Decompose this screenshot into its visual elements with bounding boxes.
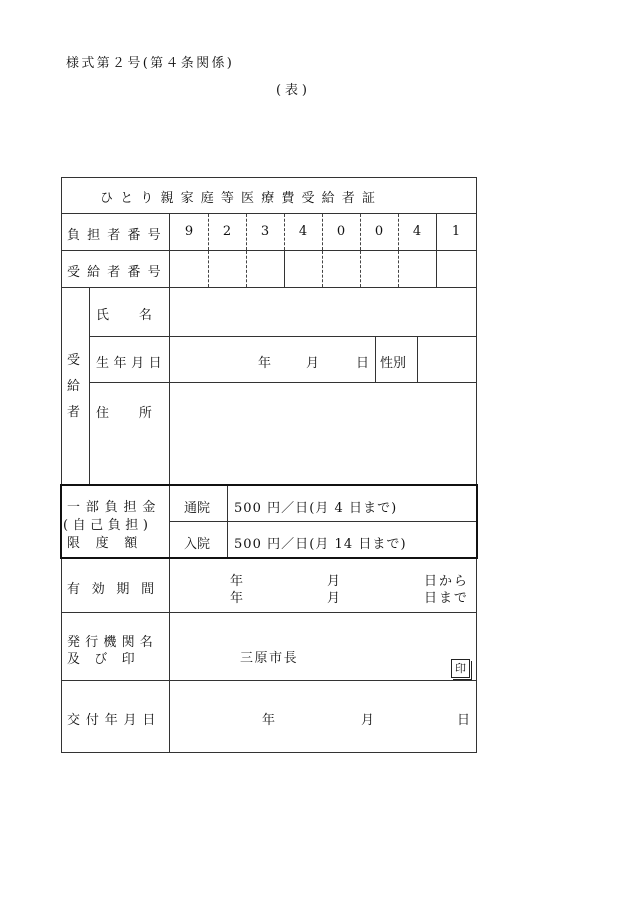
sex-label: 性別 [380,356,407,371]
recipient-number-label: 受給者番号 [67,265,168,280]
validity-to: 日まで [424,591,469,606]
form-side-label: (表) [276,83,311,98]
outpatient-value: 500 円／日(月 4 日まで) [234,501,398,516]
inpatient-value: 500 円／日(月 14 日まで) [234,537,407,552]
seal-mark: 印 [451,659,470,678]
birth-day-unit: 日 [356,356,370,371]
outpatient-label: 通院 [184,501,211,516]
payer-number-label: 負担者番号 [67,228,168,243]
limit-label-line1: 一部負担金 [67,500,162,515]
payer-digit: 2 [222,224,232,239]
issuer-name: 三原市長 [240,651,299,666]
payer-digit: 1 [451,224,461,239]
payer-digit: 9 [184,224,194,239]
payer-digit: 4 [412,224,422,239]
validity-from: 日から [424,574,469,589]
payer-digit: 0 [336,224,346,239]
recipient-group-label: 受給者 [67,353,81,420]
address-label: 住 所 [96,406,154,421]
card-title: ひとり親家庭等医療費受給者証 [100,191,383,206]
validity-start-year: 年 [230,574,244,589]
limit-label-line2: (自己負担) [63,518,153,533]
validity-start-month: 月 [327,574,341,589]
validity-end-month: 月 [327,591,341,606]
birth-month-unit: 月 [306,356,320,371]
validity-end-year: 年 [230,591,244,606]
payer-digit: 4 [298,224,308,239]
issue-date-label: 交付年月日 [67,713,162,728]
issue-month-unit: 月 [361,713,375,728]
issuer-label-line1: 発行機関名 [67,635,159,650]
name-label: 氏 名 [96,308,154,323]
validity-label: 有効期間 [67,582,166,597]
issue-year-unit: 年 [262,713,276,728]
issuer-label-line2: 及 び 印 [67,652,136,667]
inpatient-label: 入院 [184,537,211,552]
payer-digit: 3 [260,224,270,239]
limit-label-line3: 限 度 額 [67,536,139,551]
payer-digit: 0 [374,224,384,239]
birthdate-label: 生年月日 [96,356,167,371]
issue-day-unit: 日 [457,713,471,728]
birth-year-unit: 年 [258,356,272,371]
form-number: 様式第２号(第４条関係) [66,56,235,71]
